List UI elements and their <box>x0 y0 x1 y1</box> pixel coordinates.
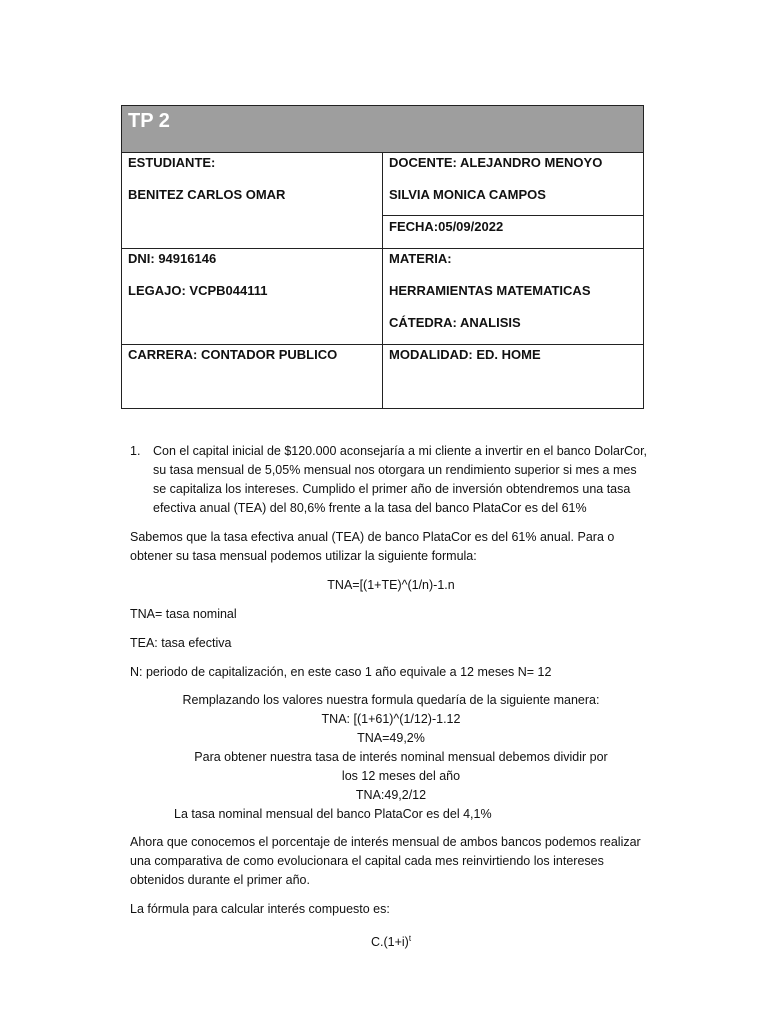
list-item-text: Con el capital inicial de $120.000 aconsejaría a mi cliente a invertir en el banco DolarCor, su tasa mensual de 5,05% mensual nos otorgara un rendimiento superior si mes a mes se capitaliza los intereses. Cumplido el primer año de inversión obtendremos una tasa efectiva anual (TEA) del 80,6% frente a la tasa del banco PlataCor es del 61% <box>153 444 648 515</box>
list-item <box>130 442 652 518</box>
materia-cell <box>383 249 644 345</box>
date-cell <box>383 216 644 249</box>
list-item-number: 1. <box>130 444 141 458</box>
materia-text: HERRAMIENTAS MATEMATICAS <box>389 283 591 298</box>
replace-intro: Remplazando los valores nuestra formula quedaría de la siguiente manera: <box>182 693 600 707</box>
monthly-intro: Para obtener nuestra tasa de interés nominal mensual debemos dividir por los 12 meses del año <box>194 750 608 783</box>
student-cell <box>122 153 383 249</box>
compound-formula-exponent: t <box>408 934 412 943</box>
compound-intro: La fórmula para calcular interés compuesto es: <box>130 902 390 916</box>
legajo-text: LEGAJO: VCPB044111 <box>128 283 268 298</box>
carrera-cell <box>122 345 383 409</box>
carrera-text: CARRERA: CONTADOR PUBLICO <box>128 347 338 362</box>
student-label: ESTUDIANTE: <box>128 155 216 170</box>
paragraph-comparison: Ahora que conocemos el porcentaje de interés mensual de ambos bancos podemos realizar una comparativa de como evolucionara el capital cada mes reinvirtiendo los intereses obtenidos durante el primer año. <box>130 835 641 887</box>
date-text: FECHA:05/09/2022 <box>389 219 504 234</box>
document-body <box>130 442 652 952</box>
modalidad-text: MODALIDAD: ED. HOME <box>389 347 541 362</box>
dni-cell <box>122 249 383 345</box>
tna-result: TNA=49,2% <box>357 731 425 745</box>
teacher-name: SILVIA MONICA CAMPOS <box>389 187 546 202</box>
student-name: BENITEZ CARLOS OMAR <box>128 187 286 202</box>
compound-formula-base: C.(1+i) <box>370 935 409 950</box>
replace-formula: TNA: [(1+61)^(1/12)-1.12 <box>321 712 461 726</box>
monthly-result: La tasa nominal mensual del banco PlataCor es del 4,1% <box>174 807 492 821</box>
definition-n: N: periodo de capitalización, en este caso 1 año equivale a 12 meses N= 12 <box>130 665 552 679</box>
title-cell <box>122 106 644 153</box>
teacher-cell <box>383 153 644 216</box>
student-info-table <box>121 105 644 409</box>
compound-formula <box>130 929 652 952</box>
teacher-label: DOCENTE: ALEJANDRO MENOYO <box>389 155 603 170</box>
formula-tna: TNA=[(1+TE)^(1/n)-1.n <box>327 578 455 592</box>
monthly-formula: TNA:49,2/12 <box>355 788 427 802</box>
paragraph-tea: Sabemos que la tasa efectiva anual (TEA) de banco PlataCor es del 61% anual. Para o obtener su tasa mensual podemos utilizar la siguiente formula: <box>130 530 615 563</box>
catedra-text: CÁTEDRA: ANALISIS <box>389 315 521 330</box>
modalidad-cell <box>383 345 644 409</box>
definition-tna: TNA= tasa nominal <box>130 607 237 621</box>
definition-tea: TEA: tasa efectiva <box>130 636 232 650</box>
dni-text: DNI: 94916146 <box>128 251 217 266</box>
materia-label: MATERIA: <box>389 251 452 266</box>
document-title: TP 2 <box>128 110 170 132</box>
